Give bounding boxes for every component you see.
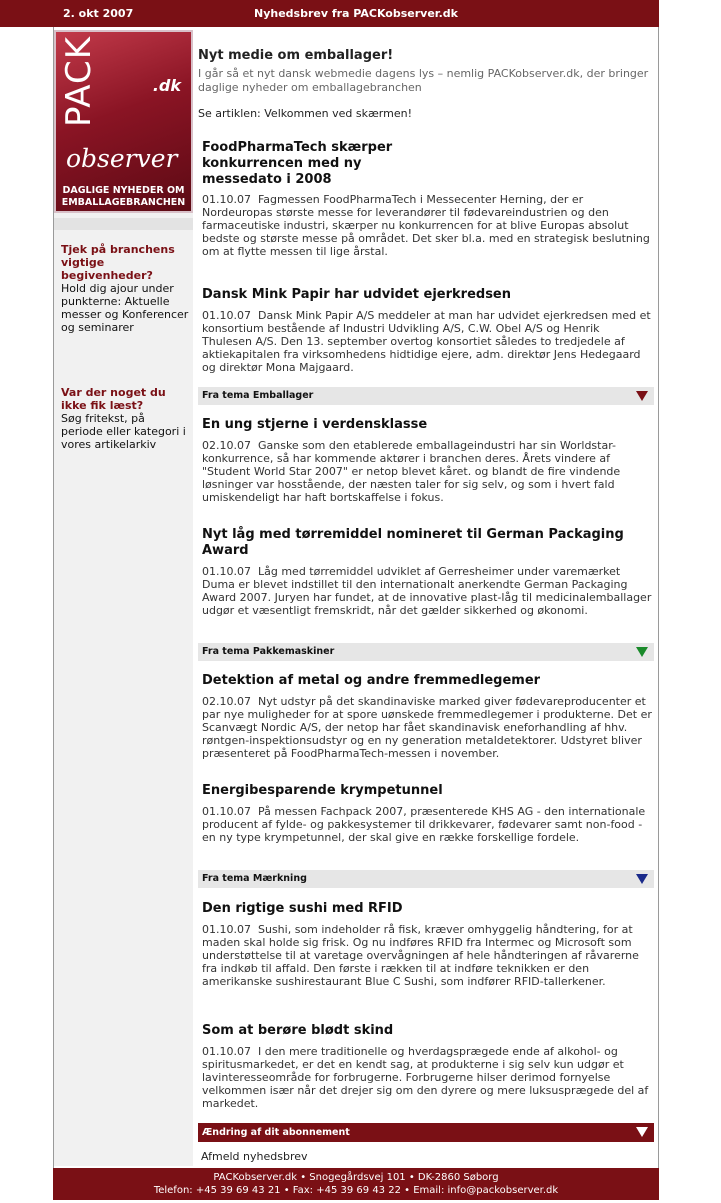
sidebar-archive-text[interactable]: Søg fritekst, på periode eller kategori i vores artikelarkiv — [61, 412, 186, 451]
article-title[interactable]: FoodPharmaTech skærper konkurrencen med ny messedato i 2008 — [202, 140, 393, 187]
article-date: 02.10.07 — [202, 695, 251, 708]
article-title[interactable]: Nyt låg med tørremiddel nomineret til German Packaging Award — [202, 527, 624, 558]
article — [202, 287, 652, 374]
intro-link-line — [198, 107, 412, 120]
article — [202, 140, 432, 188]
sidebar-archive-heading[interactable]: Var der noget du ikke fik læst? — [61, 386, 166, 412]
article-date: 01.10.07 — [202, 1045, 251, 1058]
subscription-bar[interactable] — [198, 1123, 654, 1142]
intro-text: I går så et nyt dansk webmedie dagens lys – nemlig PACKobserver.dk, der bringer daglige nyheder om emballagebranchen — [198, 67, 649, 94]
footer-address: PACKobserver.dk • Snogegårdsvej 101 • DK-2860 Søborg — [213, 1172, 499, 1183]
article-title[interactable]: En ung stjerne i verdensklasse — [202, 417, 428, 432]
header-left-bar — [0, 0, 53, 27]
article-title[interactable]: Energibesparende krympetunnel — [202, 783, 443, 798]
article — [202, 527, 652, 617]
article-text: Ganske som den etablerede emballageindustri har sin Worldstar-konkurrence, så har kommende aktører i branchen deres. Årets vindere af "Student World Star 2007" er netop blevet kåret. og blandt de fire vindende løsninger var hosstående, der næsten taler for sig selv, og som i hvert fald umiskendeligt har haft bortskaffelse i fokus. — [202, 439, 621, 504]
arrow-down-icon[interactable] — [636, 391, 648, 401]
logo-pack-text: PACK — [59, 36, 99, 128]
article-title[interactable]: Den rigtige sushi med RFID — [202, 901, 403, 916]
subscription-heading: Ændring af dit abonnement — [202, 1127, 350, 1138]
logo-tagline-line2: EMBALLAGEBRANCHEN — [61, 197, 186, 208]
article — [202, 673, 652, 760]
intro-link-prefix: Se artiklen: — [198, 107, 261, 120]
sidebar-block-archive — [61, 386, 189, 451]
logo-tagline-line1: DAGLIGE NYHEDER OM — [62, 185, 185, 196]
article-title[interactable]: Detektion af metal og andre fremmedlegemer — [202, 673, 541, 688]
article — [202, 783, 652, 844]
sidebar-divider — [54, 218, 193, 230]
theme-bar-emballager[interactable] — [198, 387, 654, 405]
article-title[interactable]: Dansk Mink Papir har udvidet ejerkredsen — [202, 287, 512, 302]
logo-dk-text: .dk — [152, 76, 181, 95]
header-title: Nyhedsbrev fra PACKobserver.dk — [254, 7, 458, 20]
arrow-down-icon[interactable] — [636, 647, 648, 657]
article-date: 01.10.07 — [202, 193, 251, 206]
article-text: I den mere traditionelle og hverdagsprægede ende af alkohol- og spiritusmarkedet, er det en kendt sag, at produkterne i sig selv kun udgør et lavinteresseområde for forbrugerne. Forbrugerne hilser derimod fornyelse velkommen især når det drejer sig om den dyrere og mere luksusprægede del af markedet. — [202, 1045, 649, 1110]
unsubscribe-link[interactable]: Afmeld nyhedsbrev — [201, 1150, 308, 1163]
packobserver-logo[interactable] — [54, 30, 193, 213]
sidebar-events-text[interactable]: Hold dig ajour under punkterne: Aktuelle messer og Konferencer og seminarer — [61, 282, 189, 334]
theme-bar-pakkemaskiner[interactable] — [198, 643, 654, 661]
header-date: 2. okt 2007 — [63, 7, 134, 20]
article-text: Låg med tørremiddel udviklet af Gerresheimer under varemærket Duma er blevet indstillet til den internationalt anerkendte German Packaging Award 2007. Juryen har fundet, at de innovative plast-låg til medicinalemballager udgør et væsentligt fremskridt, når det gælder sikkerhed og økonomi. — [202, 565, 652, 617]
article — [202, 417, 652, 504]
article-date: 01.10.07 — [202, 923, 251, 936]
arrow-down-icon[interactable] — [636, 874, 648, 884]
article-text: På messen Fachpack 2007, præsenterede KHS AG - den internationale producent af fylde- og pakkesystemer til drikkevarer, fødevarer samt non-food - en ny type krympetunnel, der skal give en række forskellige fordele. — [202, 805, 646, 844]
article-date: 01.10.07 — [202, 805, 251, 818]
article — [202, 901, 652, 988]
article-body — [202, 193, 652, 258]
article-text: Fagmessen FoodPharmaTech i Messecenter Herning, der er Nordeuropas største messe for leverandører til fødevareindustrien og den farmaceutiske industri, skærper nu konkurrencen for at blive Europas absolut bedste og største messe på området. Det sker bl.a. med en strategisk beslutning om at flytte messen til lige årstal. — [202, 193, 650, 258]
footer-contact[interactable]: Telefon: +45 39 69 43 21 • Fax: +45 39 69 43 22 • Email: info@packobserver.dk — [153, 1185, 559, 1196]
sidebar-events-heading[interactable]: Tjek på branchens vigtige begivenheder? — [61, 243, 175, 282]
theme-label: Fra tema Pakkemaskiner — [202, 646, 335, 657]
article-text: Nyt udstyr på det skandinaviske marked giver fødevareproducenter et par nye muligheder for at spore uønskede fremmedlegemer i produkterne. Det er Scanvægt Nordic A/S, der netop har fået skandinavisk eneforhandling af hhv. røntgen-inspektionsudstyr og en ny generation metaldetektorer. Udstyret bliver præsenteret på FoodPharmaTech-messen i november. — [202, 695, 652, 760]
intro-title: Nyt medie om emballager! — [198, 48, 394, 63]
article-date: 01.10.07 — [202, 309, 251, 322]
article-text: Dansk Mink Papir A/S meddeler at man har udvidet ejerkredsen med et konsortium bestående af Industri Udvikling A/S, C.W. Obel A/S og Henrik Thulesen A/S. Den 13. september overtog konsortiet således to tredjedele af aktiekapitalen fra virksomhedens hidtidige ejere, adm. direktør Jens Hedegaard og direktør Mona Majgaard. — [202, 309, 651, 374]
article-date: 01.10.07 — [202, 565, 251, 578]
intro-article-link[interactable]: Velkommen ved skærmen! — [264, 107, 412, 120]
article-text: Sushi, som indeholder rå fisk, kræver omhyggelig håndtering, for at maden skal holde sig frisk. Og nu indføres RFID fra Intermec og Microsoft som understøttelse til at varetage overvågningen af hele håndteringen af råvarerne fra indkøb til affald. Den første i rækken til at indføre teknikken er den amerikanske sushirestaurant Blue C Sushi, som indfører RFID-tallerkener. — [202, 923, 639, 988]
arrow-down-icon[interactable] — [636, 1127, 648, 1137]
logo-observer-text: observer — [66, 144, 178, 173]
logo-tagline — [56, 185, 191, 209]
theme-label: Fra tema Mærkning — [202, 873, 307, 884]
article-date: 02.10.07 — [202, 439, 251, 452]
theme-bar-maerkning[interactable] — [198, 870, 654, 888]
footer — [53, 1168, 659, 1200]
article — [202, 1023, 652, 1110]
theme-label: Fra tema Emballager — [202, 390, 314, 401]
sidebar-block-events — [61, 243, 189, 334]
article-title[interactable]: Som at berøre blødt skind — [202, 1023, 394, 1038]
header-bar — [53, 0, 659, 27]
